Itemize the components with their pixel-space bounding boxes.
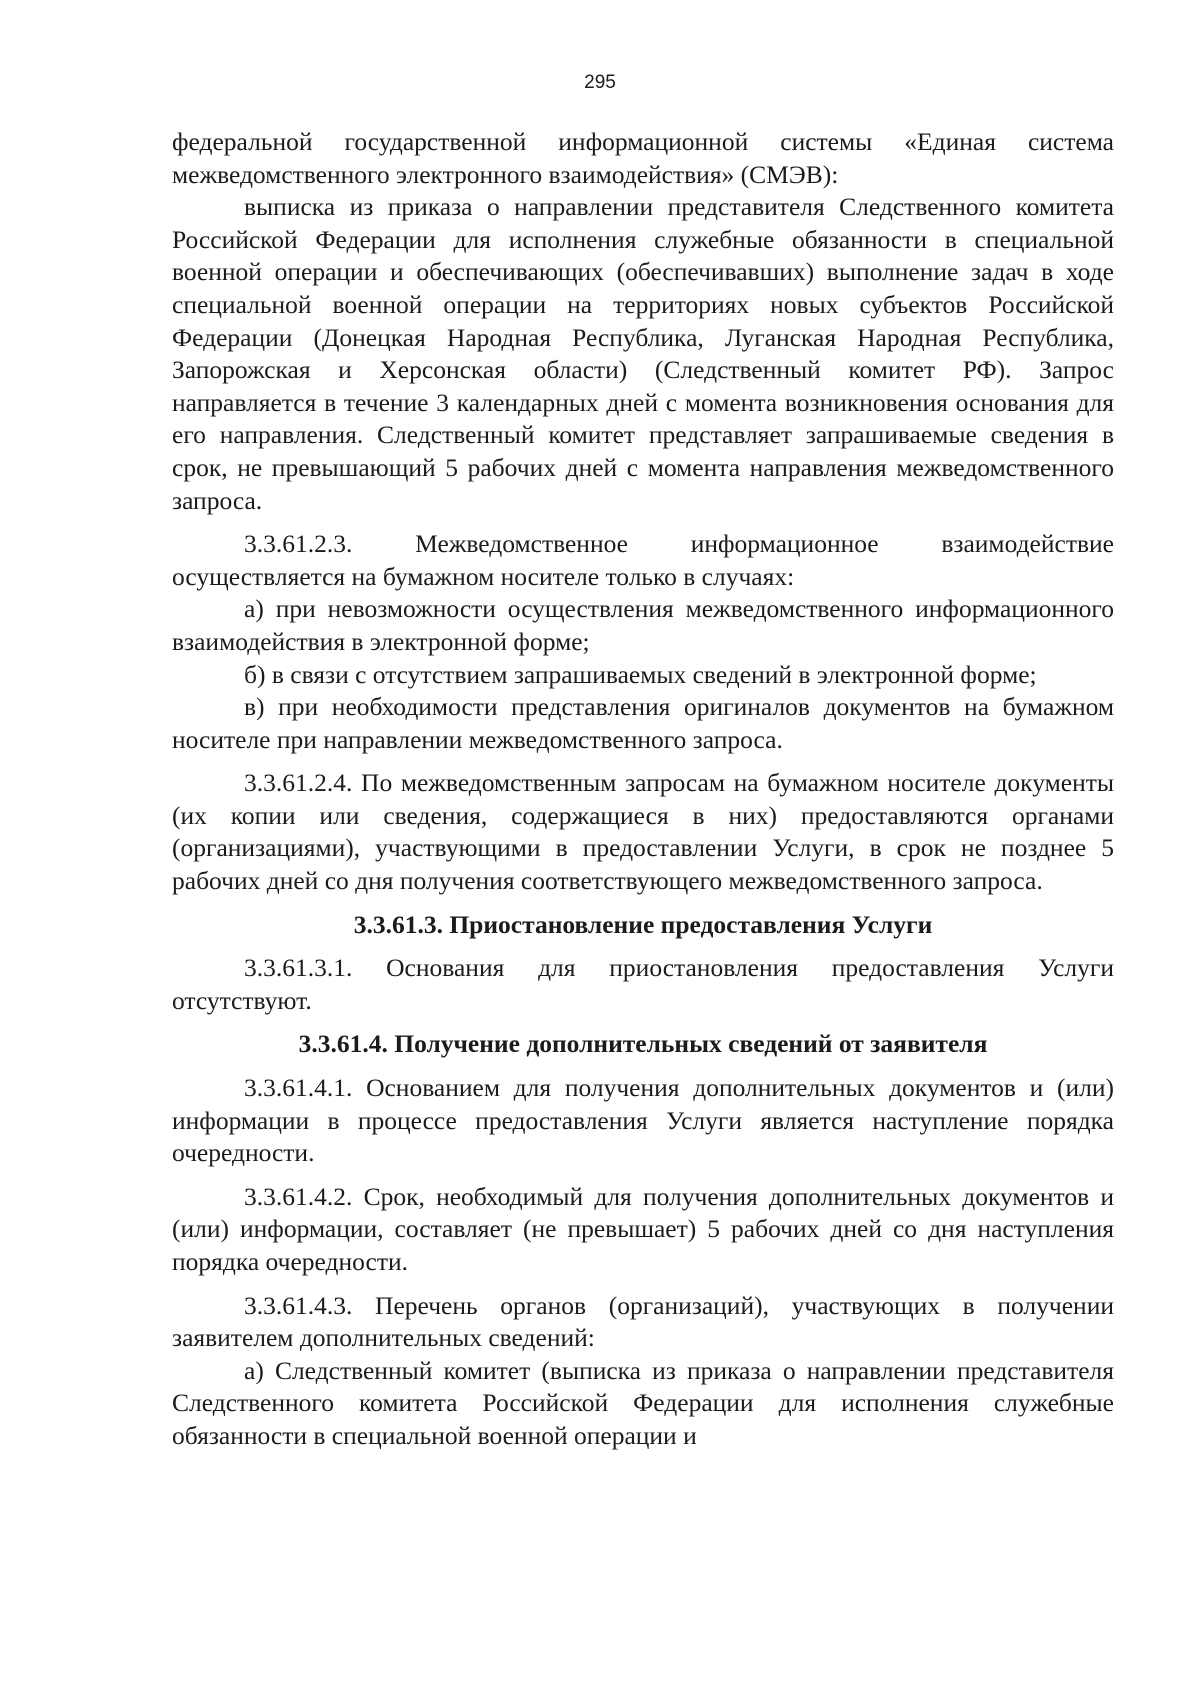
paragraph-3-3-61-4-3: 3.3.61.4.3. Перечень органов (организаций), участвующих в получении заявителем дополнительных сведений: [172, 1290, 1114, 1353]
list-item-a: а) при невозможности осуществления межведомственного информационного взаимодействия в электронной форме; [172, 594, 1114, 656]
paragraph-extract-order: выписка из приказа о направлении представителя Следственного комитета Российской Федерации для исполнения служебные обязанности в специальной военной операции и обеспечивающих (обеспечивавших) выполнение задач в ходе специальной военной операции на территориях новых субъектов Российской Федерации (Донецкая Народная Республика, Луганская Народная Республика, Запорожская и Херсонская области) (Следственный комитет РФ). Запрос направляется в течение 3 календарных дней с момента возникновения основания для его направления. Следственный комитет представляет запрашиваемые сведения в срок, не превышающий 5 рабочих дней с момента направления межведомственного запроса. [172, 192, 1114, 515]
page-number: 295 [584, 72, 616, 93]
paragraph-3-3-61-4-1: 3.3.61.4.1. Основанием для получения дополнительных документов и (или) информации в процессе предоставления Услуги является наступление порядка очередности. [172, 1073, 1114, 1168]
list-item-c: в) при необходимости представления оригиналов документов на бумажном носителе при направлении межведомственного запроса. [172, 692, 1114, 754]
paragraph-3-3-61-3-1: 3.3.61.3.1. Основания для приостановления предоставления Услуги отсутствуют. [172, 953, 1114, 1015]
list-item-b: б) в связи с отсутствием запрашиваемых сведений в электронной форме; [244, 659, 1037, 689]
paragraph-3-3-61-2-4: 3.3.61.2.4. По межведомственным запросам на бумажном носителе документы (их копии или сведения, содержащиеся в них) предоставляются органами (организациями), участвующими в предоставлении Услуги, в срок не позднее 5 рабочих дней со дня получения соответствующего межведомственного запроса. [172, 768, 1114, 896]
section-heading-suspension: 3.3.61.3. Приостановление предоставления Услуги [353, 909, 933, 939]
paragraph-3-3-61-4-2: 3.3.61.4.2. Срок, необходимый для получения дополнительных документов и (или) информации, составляет (не превышает) 5 рабочих дней со дня наступления порядка очередности. [172, 1181, 1114, 1276]
paragraph-3-3-61-2-3: 3.3.61.2.3. Межведомственное информационное взаимодействие осуществляется на бумажном носителе только в случаях: [172, 529, 1114, 591]
list-item-a-investigative-committee: а) Следственный комитет (выписка из приказа о направлении представителя Следственного комитета Российской Федерации для исполнения служебные обязанности в специальной военной операции и [172, 1355, 1114, 1450]
section-heading-additional-info: 3.3.61.4. Получение дополнительных сведений от заявителя [298, 1029, 988, 1059]
document-body [172, 126, 1114, 1453]
paragraph-smev-continuation: федеральной государственной информационной системы «Единая система межведомственного электронного взаимодействия» (СМЭВ): [172, 127, 1114, 189]
